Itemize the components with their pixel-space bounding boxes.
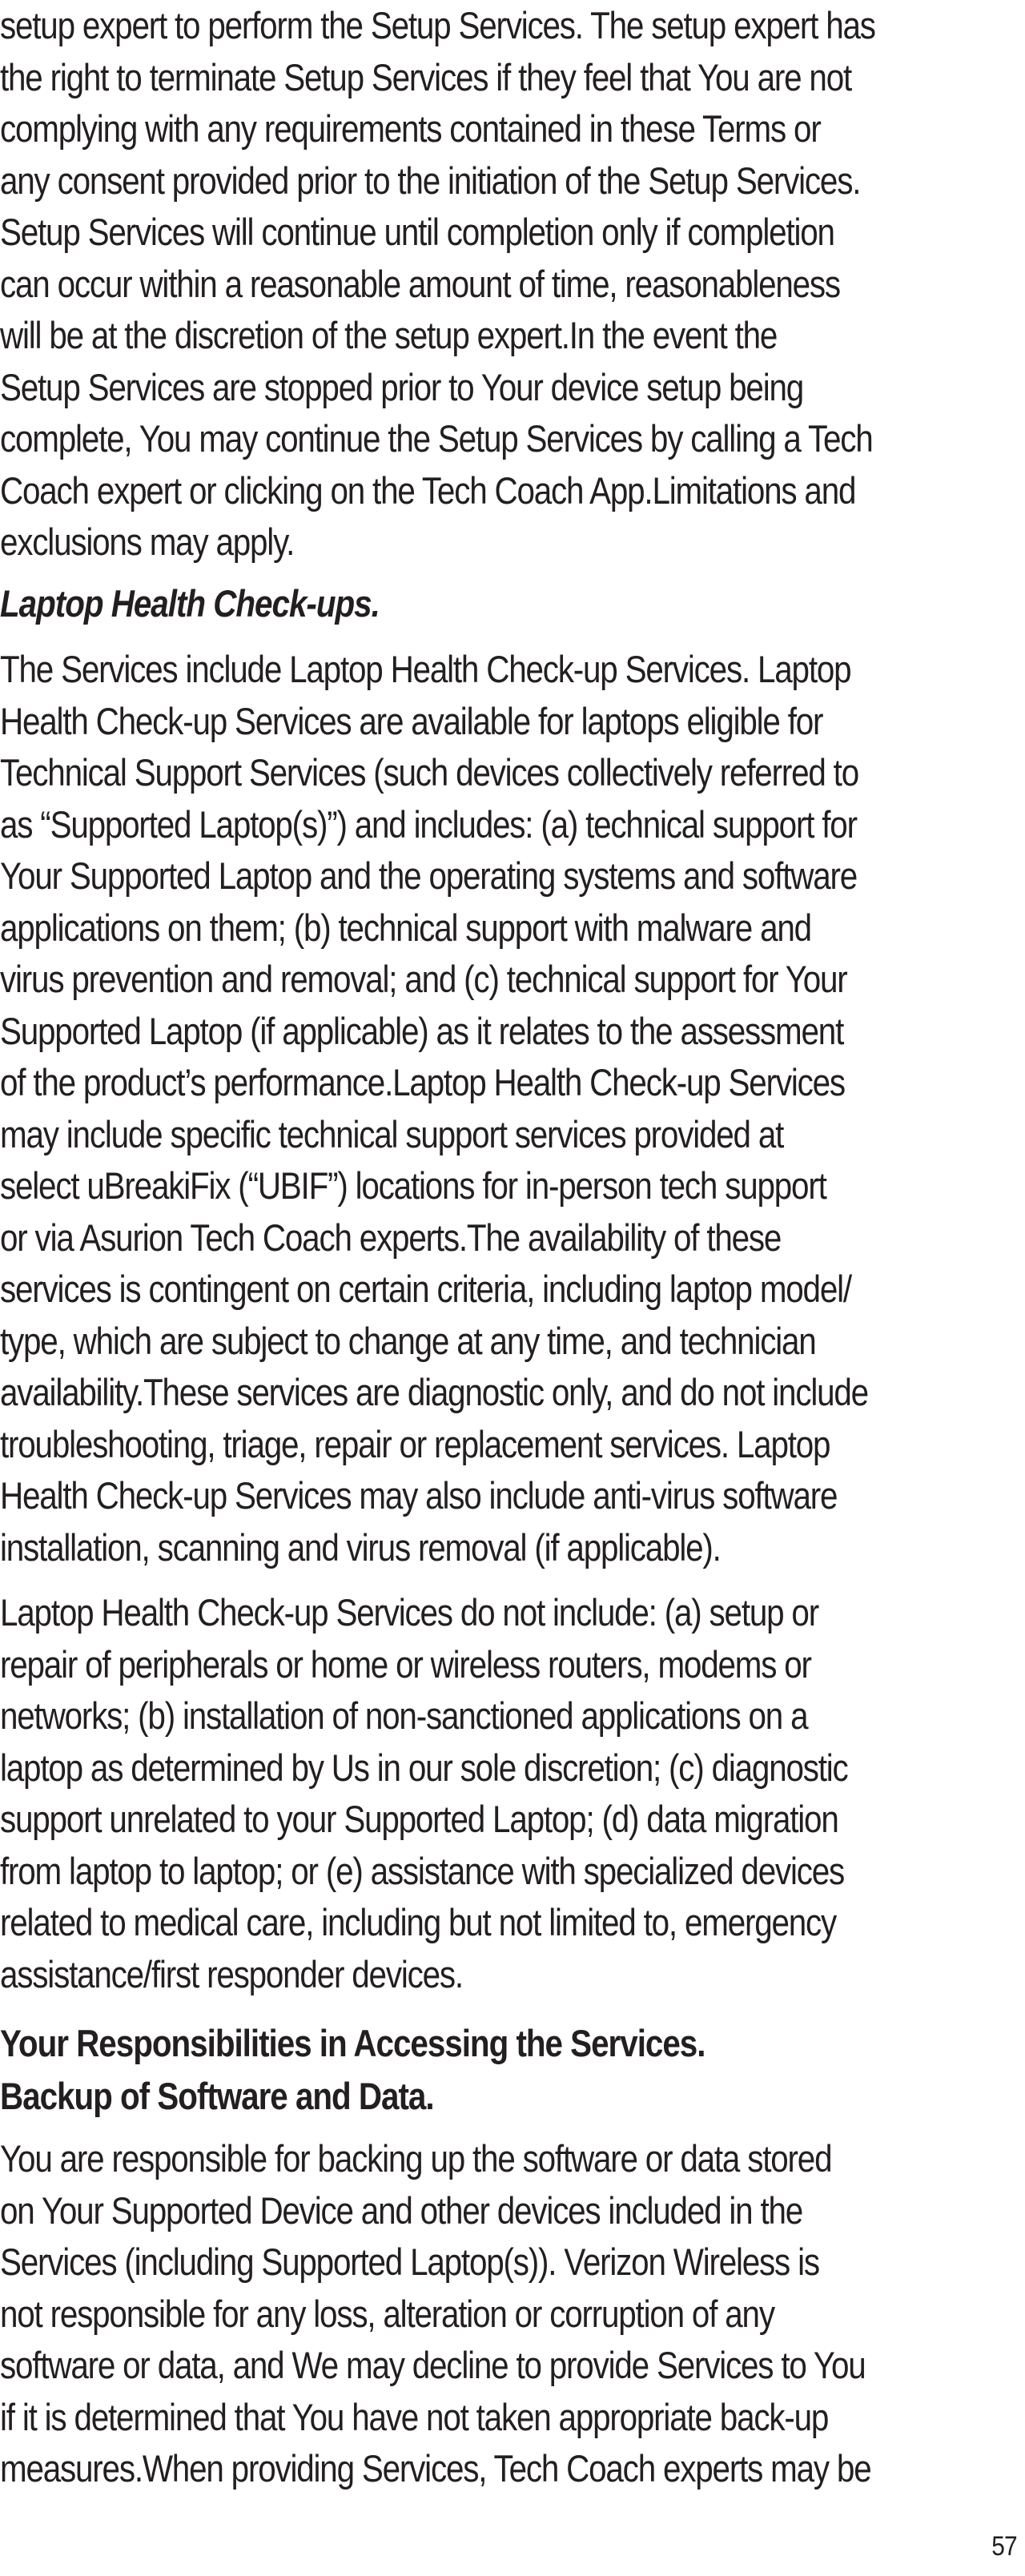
page-number: 57 — [991, 2531, 1017, 2562]
text-line: software or data, and We may decline to provide Services to You — [0, 2344, 866, 2386]
text-line: assistance/first responder devices. — [0, 1952, 463, 1995]
text-line: installation, scanning and virus removal (if applicable). — [0, 1525, 721, 1569]
paragraph-setup-services-continued — [0, 0, 875, 569]
text-line: Your Supported Laptop and the operating systems and software — [0, 854, 858, 897]
text-line: Supported Laptop (if applicable) as it relates to the assessment — [0, 1009, 844, 1052]
text-line: select uBreakiFix (“UBIF”) locations for in-person tech support — [0, 1164, 826, 1207]
text-line: Health Check-up Services may also include anti-virus software — [0, 1474, 838, 1517]
section-heading-laptop-health: Laptop Health Check-ups. — [0, 582, 380, 625]
text-line: services is contingent on certain criteria, including laptop model/ — [0, 1268, 851, 1310]
text-line: any consent provided prior to the initiation of the Setup Services. — [0, 159, 861, 202]
text-line: from laptop to laptop; or (e) assistance with specialized devices — [0, 1849, 845, 1892]
text-line: if it is determined that You have not taken appropriate back-up — [0, 2395, 829, 2438]
text-line: networks; (b) installation of non-sanctioned applications on a — [0, 1694, 808, 1737]
text-line: Coach expert or clicking on the Tech Coach App.Limitations and — [0, 468, 856, 512]
text-line: Services (including Supported Laptop(s)). Verizon Wireless is — [0, 2240, 819, 2283]
text-line: as “Supported Laptop(s)”) and includes: (a) technical support for — [0, 802, 857, 846]
paragraph-backup-software-data — [0, 2133, 870, 2495]
text-line: can occur within a reasonable amount of time, reasonableness — [0, 262, 840, 305]
text-line: troubleshooting, triage, repair or replacement services. Laptop — [0, 1422, 830, 1465]
text-line: or via Asurion Tech Coach experts.The availability of these — [0, 1216, 782, 1259]
text-line: may include specific technical support services provided at — [0, 1112, 784, 1155]
text-line: setup expert to perform the Setup Services. The setup expert has — [0, 4, 875, 46]
text-line: of the product’s performance.Laptop Health Check-up Services — [0, 1061, 845, 1103]
text-line: support unrelated to your Supported Laptop; (d) data migration — [0, 1798, 838, 1840]
text-line: You are responsible for backing up the software or data stored — [0, 2137, 832, 2180]
text-line: Technical Support Services (such devices collectively referred to — [0, 751, 858, 794]
text-line: Setup Services are stopped prior to Your device setup being — [0, 365, 804, 408]
text-line: Health Check-up Services are available for laptops eligible for — [0, 699, 823, 742]
text-line: related to medical care, including but not limited to, emergency — [0, 1901, 837, 1943]
text-line: availability.These services are diagnostic only, and do not include — [0, 1371, 868, 1413]
text-line: complete, You may continue the Setup Services by calling a Tech — [0, 417, 873, 460]
text-line: Setup Services will continue until completion only if completion — [0, 211, 834, 253]
text-line: will be at the discretion of the setup expert.In the event the — [0, 314, 778, 356]
paragraph-laptop-services-include — [0, 644, 868, 1573]
text-line: the right to terminate Setup Services if they feel that You are not — [0, 55, 852, 98]
paragraph-laptop-services-exclude — [0, 1587, 848, 2000]
section-heading-responsibilities: Your Responsibilities in Accessing the Services. — [0, 2022, 705, 2064]
text-line: repair of peripherals or home or wireless routers, modems or — [0, 1642, 811, 1686]
text-line: Laptop Health Check-up Services do not include: (a) setup or — [0, 1591, 818, 1634]
subsection-heading-backup: Backup of Software and Data. — [0, 2075, 434, 2117]
text-line: applications on them; (b) technical support with malware and — [0, 906, 811, 949]
text-line: The Services include Laptop Health Check-up Services. Laptop — [0, 648, 851, 690]
text-line: virus prevention and removal; and (c) technical support for Your — [0, 958, 847, 1000]
text-line: measures.When providing Services, Tech Coach experts may be — [0, 2447, 871, 2490]
text-line: not responsible for any loss, alteration or corruption of any — [0, 2292, 774, 2335]
text-line: exclusions may apply. — [0, 520, 295, 563]
text-line: complying with any requirements contained in these Terms or — [0, 107, 821, 150]
text-line: laptop as determined by Us in our sole discretion; (c) diagnostic — [0, 1746, 848, 1789]
text-line: type, which are subject to change at any time, and technician — [0, 1319, 816, 1362]
text-line: on Your Supported Device and other devices included in the — [0, 2188, 803, 2232]
